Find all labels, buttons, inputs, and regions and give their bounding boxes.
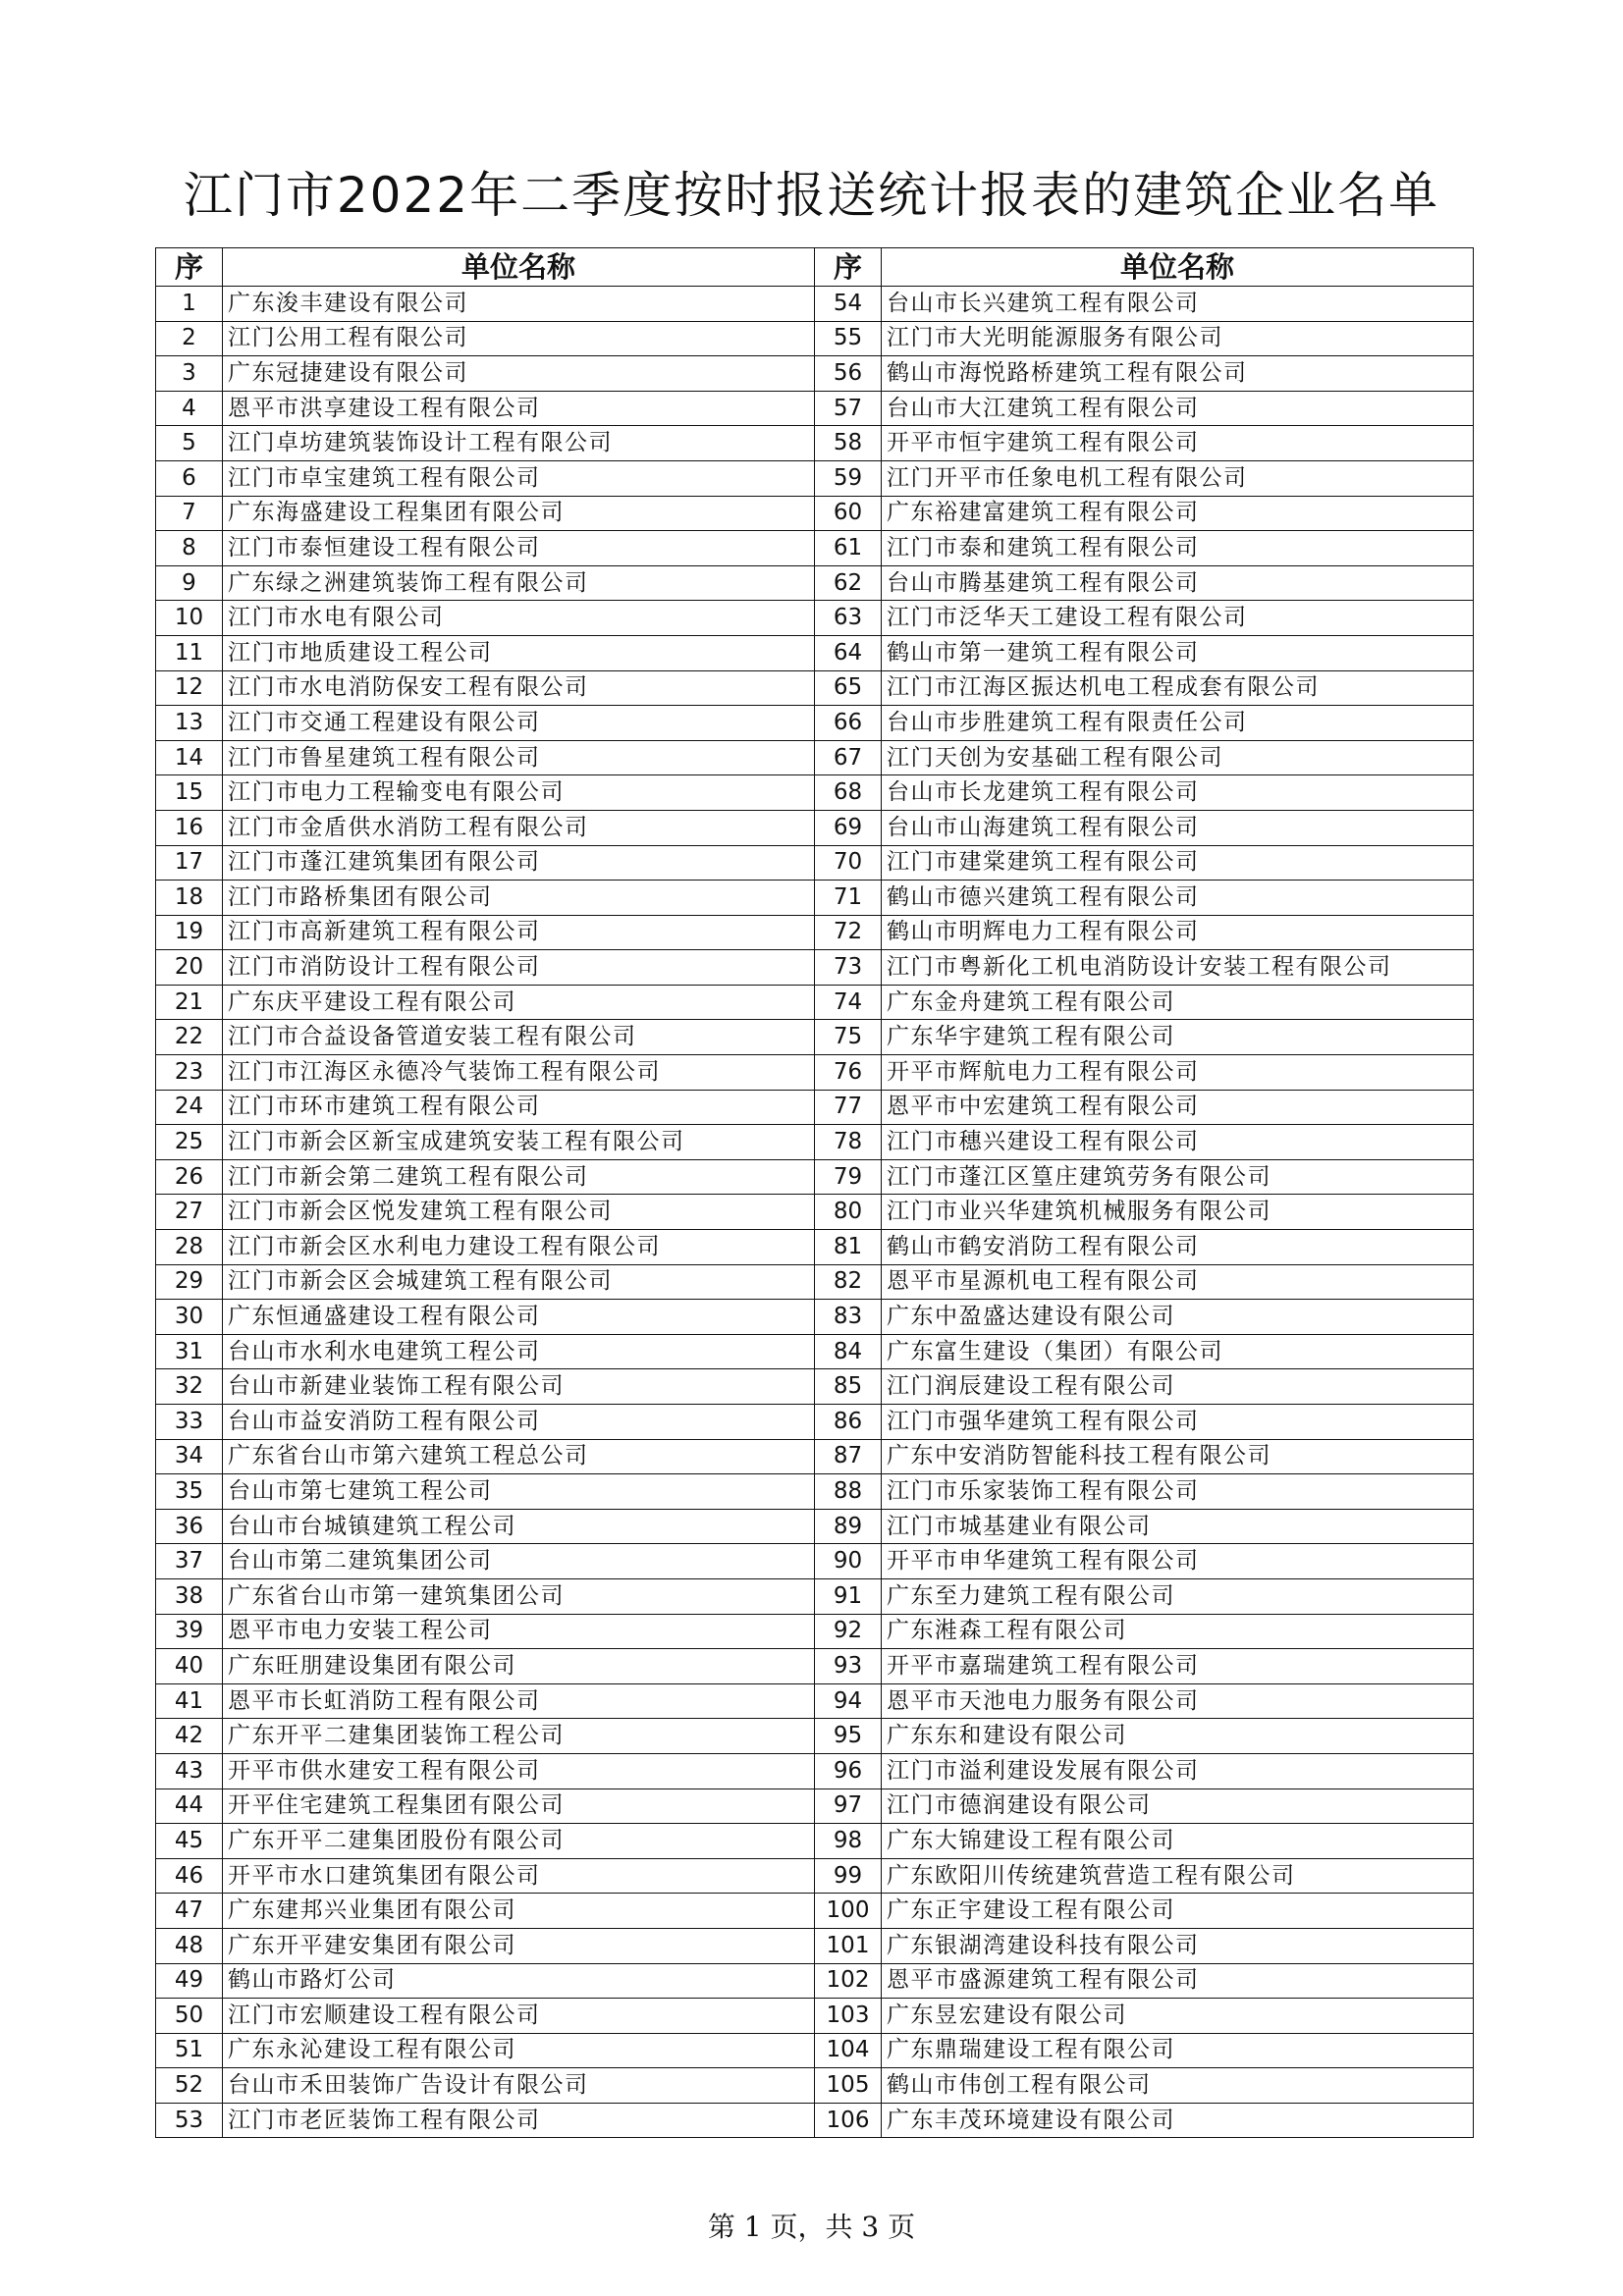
row-number-right: 101 xyxy=(815,1928,882,1963)
company-name-right: 台山市腾基建筑工程有限公司 xyxy=(882,565,1474,601)
row-number-left: 53 xyxy=(156,2103,223,2138)
company-name-left: 开平市供水建安工程有限公司 xyxy=(223,1753,815,1789)
company-name-right: 广东欧阳川传统建筑营造工程有限公司 xyxy=(882,1858,1474,1894)
company-name-left: 江门市鲁星建筑工程有限公司 xyxy=(223,740,815,775)
row-number-left: 38 xyxy=(156,1578,223,1614)
table-row xyxy=(156,2068,1474,2104)
row-number-left: 47 xyxy=(156,1894,223,1929)
table-row xyxy=(156,950,1474,986)
row-number-right: 62 xyxy=(815,565,882,601)
company-name-right: 广东中盈盛达建设有限公司 xyxy=(882,1300,1474,1335)
row-number-right: 87 xyxy=(815,1439,882,1474)
company-name-left: 台山市益安消防工程有限公司 xyxy=(223,1405,815,1440)
company-name-left: 江门市新会区水利电力建设工程有限公司 xyxy=(223,1230,815,1265)
row-number-left: 39 xyxy=(156,1614,223,1649)
row-number-right: 60 xyxy=(815,496,882,531)
table-row xyxy=(156,496,1474,531)
row-number-right: 73 xyxy=(815,950,882,986)
row-number-left: 5 xyxy=(156,426,223,461)
row-number-left: 13 xyxy=(156,706,223,741)
row-number-left: 50 xyxy=(156,1999,223,2034)
table-row xyxy=(156,635,1474,670)
row-number-left: 51 xyxy=(156,2033,223,2068)
table-row xyxy=(156,1405,1474,1440)
company-name-left: 江门市江海区永德冷气装饰工程有限公司 xyxy=(223,1055,815,1091)
row-number-right: 65 xyxy=(815,670,882,706)
header-name-right: 单位名称 xyxy=(882,248,1474,287)
row-number-right: 56 xyxy=(815,356,882,392)
company-name-left: 台山市水利水电建筑工程公司 xyxy=(223,1334,815,1369)
company-name-right: 广东正宇建设工程有限公司 xyxy=(882,1894,1474,1929)
table-header-row xyxy=(156,248,1474,287)
row-number-left: 34 xyxy=(156,1439,223,1474)
row-number-left: 18 xyxy=(156,881,223,916)
row-number-left: 15 xyxy=(156,775,223,811)
row-number-right: 66 xyxy=(815,706,882,741)
company-name-left: 江门市新会第二建筑工程有限公司 xyxy=(223,1159,815,1195)
table-row xyxy=(156,1753,1474,1789)
table-row xyxy=(156,1020,1474,1055)
row-number-left: 25 xyxy=(156,1125,223,1160)
row-number-right: 105 xyxy=(815,2068,882,2104)
company-name-right: 开平市申华建筑工程有限公司 xyxy=(882,1544,1474,1579)
row-number-right: 106 xyxy=(815,2103,882,2138)
table-row xyxy=(156,810,1474,845)
row-number-right: 103 xyxy=(815,1999,882,2034)
company-name-right: 广东裕建富建筑工程有限公司 xyxy=(882,496,1474,531)
row-number-right: 99 xyxy=(815,1858,882,1894)
row-number-left: 28 xyxy=(156,1230,223,1265)
company-name-right: 广东华宇建筑工程有限公司 xyxy=(882,1020,1474,1055)
row-number-left: 22 xyxy=(156,1020,223,1055)
company-name-right: 广东昱宏建设有限公司 xyxy=(882,1999,1474,2034)
company-name-left: 广东恒通盛建设工程有限公司 xyxy=(223,1300,815,1335)
row-number-left: 41 xyxy=(156,1683,223,1719)
row-number-left: 44 xyxy=(156,1789,223,1824)
row-number-left: 14 xyxy=(156,740,223,775)
table-row xyxy=(156,1963,1474,1999)
company-name-right: 鹤山市第一建筑工程有限公司 xyxy=(882,635,1474,670)
company-name-left: 江门市新会区会城建筑工程有限公司 xyxy=(223,1264,815,1300)
company-name-right: 江门市乐家装饰工程有限公司 xyxy=(882,1474,1474,1510)
header-seq-left: 序 xyxy=(156,248,223,287)
row-number-right: 71 xyxy=(815,881,882,916)
company-name-right: 鹤山市德兴建筑工程有限公司 xyxy=(882,881,1474,916)
company-name-right: 恩平市盛源建筑工程有限公司 xyxy=(882,1963,1474,1999)
table-row xyxy=(156,426,1474,461)
company-name-left: 江门市水电消防保安工程有限公司 xyxy=(223,670,815,706)
table-row xyxy=(156,1649,1474,1684)
table-row xyxy=(156,1300,1474,1335)
company-name-left: 广东绿之洲建筑装饰工程有限公司 xyxy=(223,565,815,601)
company-name-left: 广东永沁建设工程有限公司 xyxy=(223,2033,815,2068)
company-name-left: 广东开平二建集团股份有限公司 xyxy=(223,1824,815,1859)
row-number-right: 91 xyxy=(815,1578,882,1614)
row-number-right: 102 xyxy=(815,1963,882,1999)
row-number-left: 11 xyxy=(156,635,223,670)
row-number-right: 68 xyxy=(815,775,882,811)
company-name-left: 江门市路桥集团有限公司 xyxy=(223,881,815,916)
company-name-right: 江门市城基建业有限公司 xyxy=(882,1509,1474,1544)
table-row xyxy=(156,1439,1474,1474)
row-number-left: 46 xyxy=(156,1858,223,1894)
company-name-left: 江门市宏顺建设工程有限公司 xyxy=(223,1999,815,2034)
company-name-left: 广东冠捷建设有限公司 xyxy=(223,356,815,392)
table-row xyxy=(156,1928,1474,1963)
row-number-right: 88 xyxy=(815,1474,882,1510)
company-name-left: 广东庆平建设工程有限公司 xyxy=(223,985,815,1020)
company-name-left: 江门市老匠装饰工程有限公司 xyxy=(223,2103,815,2138)
table-row xyxy=(156,531,1474,566)
company-name-left: 台山市禾田装饰广告设计有限公司 xyxy=(223,2068,815,2104)
row-number-right: 96 xyxy=(815,1753,882,1789)
company-name-right: 广东鼎瑞建设工程有限公司 xyxy=(882,2033,1474,2068)
document-title: 江门市2022年二季度按时报送统计报表的建筑企业名单 xyxy=(183,167,1440,224)
row-number-left: 7 xyxy=(156,496,223,531)
company-name-right: 台山市山海建筑工程有限公司 xyxy=(882,810,1474,845)
row-number-right: 59 xyxy=(815,460,882,496)
row-number-left: 23 xyxy=(156,1055,223,1091)
company-name-right: 江门开平市任象电机工程有限公司 xyxy=(882,460,1474,496)
row-number-left: 19 xyxy=(156,915,223,950)
company-name-left: 江门市交通工程建设有限公司 xyxy=(223,706,815,741)
company-name-left: 广东省台山市第一建筑集团公司 xyxy=(223,1578,815,1614)
row-number-right: 95 xyxy=(815,1719,882,1754)
header-name-left: 单位名称 xyxy=(223,248,815,287)
row-number-right: 89 xyxy=(815,1509,882,1544)
company-name-right: 江门市建棠建筑工程有限公司 xyxy=(882,845,1474,881)
row-number-right: 63 xyxy=(815,601,882,636)
row-number-right: 85 xyxy=(815,1369,882,1405)
company-name-right: 江门市粤新化工机电消防设计安装工程有限公司 xyxy=(882,950,1474,986)
table-row xyxy=(156,460,1474,496)
company-name-left: 广东旺朋建设集团有限公司 xyxy=(223,1649,815,1684)
company-name-right: 台山市长兴建筑工程有限公司 xyxy=(882,287,1474,322)
row-number-left: 8 xyxy=(156,531,223,566)
row-number-left: 31 xyxy=(156,1334,223,1369)
table-row xyxy=(156,1544,1474,1579)
row-number-right: 79 xyxy=(815,1159,882,1195)
company-name-left: 江门市环市建筑工程有限公司 xyxy=(223,1090,815,1125)
company-name-right: 江门市业兴华建筑机械服务有限公司 xyxy=(882,1195,1474,1230)
company-name-left: 江门公用工程有限公司 xyxy=(223,321,815,356)
company-name-left: 江门市电力工程输变电有限公司 xyxy=(223,775,815,811)
row-number-right: 76 xyxy=(815,1055,882,1091)
company-name-right: 台山市大江建筑工程有限公司 xyxy=(882,391,1474,426)
company-name-right: 台山市步胜建筑工程有限责任公司 xyxy=(882,706,1474,741)
company-name-right: 广东丰茂环境建设有限公司 xyxy=(882,2103,1474,2138)
company-name-right: 开平市恒宇建筑工程有限公司 xyxy=(882,426,1474,461)
row-number-left: 48 xyxy=(156,1928,223,1963)
table-row xyxy=(156,1230,1474,1265)
table-row xyxy=(156,601,1474,636)
company-name-left: 江门市新会区悦发建筑工程有限公司 xyxy=(223,1195,815,1230)
table-row xyxy=(156,1264,1474,1300)
row-number-left: 12 xyxy=(156,670,223,706)
company-name-right: 江门市泰和建筑工程有限公司 xyxy=(882,531,1474,566)
row-number-left: 3 xyxy=(156,356,223,392)
company-name-right: 江门润辰建设工程有限公司 xyxy=(882,1369,1474,1405)
row-number-left: 33 xyxy=(156,1405,223,1440)
row-number-left: 30 xyxy=(156,1300,223,1335)
company-name-right: 广东金舟建筑工程有限公司 xyxy=(882,985,1474,1020)
table-row xyxy=(156,1159,1474,1195)
row-number-left: 36 xyxy=(156,1509,223,1544)
table-row xyxy=(156,1055,1474,1091)
company-name-right: 江门市蓬江区篁庄建筑劳务有限公司 xyxy=(882,1159,1474,1195)
company-name-right: 开平市嘉瑞建筑工程有限公司 xyxy=(882,1649,1474,1684)
company-name-right: 恩平市天池电力服务有限公司 xyxy=(882,1683,1474,1719)
row-number-right: 94 xyxy=(815,1683,882,1719)
company-name-left: 开平住宅建筑工程集团有限公司 xyxy=(223,1789,815,1824)
row-number-left: 1 xyxy=(156,287,223,322)
company-name-right: 江门天创为安基础工程有限公司 xyxy=(882,740,1474,775)
table-row xyxy=(156,1789,1474,1824)
company-name-left: 台山市台城镇建筑工程公司 xyxy=(223,1509,815,1544)
table-row xyxy=(156,2103,1474,2138)
row-number-right: 100 xyxy=(815,1894,882,1929)
company-name-left: 江门市高新建筑工程有限公司 xyxy=(223,915,815,950)
row-number-right: 81 xyxy=(815,1230,882,1265)
table-row xyxy=(156,1894,1474,1929)
row-number-left: 49 xyxy=(156,1963,223,1999)
table-row xyxy=(156,1858,1474,1894)
company-name-right: 鹤山市海悦路桥建筑工程有限公司 xyxy=(882,356,1474,392)
row-number-left: 27 xyxy=(156,1195,223,1230)
row-number-left: 9 xyxy=(156,565,223,601)
table-row xyxy=(156,775,1474,811)
table-row xyxy=(156,565,1474,601)
company-name-left: 江门市泰恒建设工程有限公司 xyxy=(223,531,815,566)
row-number-left: 2 xyxy=(156,321,223,356)
table-row xyxy=(156,391,1474,426)
table-row xyxy=(156,1683,1474,1719)
table-row xyxy=(156,915,1474,950)
company-name-left: 台山市第二建筑集团公司 xyxy=(223,1544,815,1579)
company-name-left: 鹤山市路灯公司 xyxy=(223,1963,815,1999)
company-name-left: 恩平市长虹消防工程有限公司 xyxy=(223,1683,815,1719)
table-row xyxy=(156,740,1474,775)
company-name-right: 江门市江海区振达机电工程成套有限公司 xyxy=(882,670,1474,706)
company-name-left: 台山市新建业装饰工程有限公司 xyxy=(223,1369,815,1405)
company-name-right: 江门市德润建设有限公司 xyxy=(882,1789,1474,1824)
company-name-right: 鹤山市伟创工程有限公司 xyxy=(882,2068,1474,2104)
row-number-right: 70 xyxy=(815,845,882,881)
row-number-right: 82 xyxy=(815,1264,882,1300)
row-number-right: 67 xyxy=(815,740,882,775)
row-number-right: 61 xyxy=(815,531,882,566)
company-name-right: 恩平市星源机电工程有限公司 xyxy=(882,1264,1474,1300)
page-footer: 第 1 页，共 3 页 xyxy=(707,2211,916,2243)
company-name-left: 广东建邦兴业集团有限公司 xyxy=(223,1894,815,1929)
company-name-left: 恩平市电力安装工程公司 xyxy=(223,1614,815,1649)
company-name-right: 江门市溢利建设发展有限公司 xyxy=(882,1753,1474,1789)
row-number-right: 98 xyxy=(815,1824,882,1859)
row-number-left: 43 xyxy=(156,1753,223,1789)
row-number-left: 6 xyxy=(156,460,223,496)
table-row xyxy=(156,1334,1474,1369)
company-name-left: 江门市蓬江建筑集团有限公司 xyxy=(223,845,815,881)
table-row xyxy=(156,985,1474,1020)
table-row xyxy=(156,881,1474,916)
company-name-right: 广东溎森工程有限公司 xyxy=(882,1614,1474,1649)
table-row xyxy=(156,1824,1474,1859)
header-seq-right: 序 xyxy=(815,248,882,287)
row-number-right: 54 xyxy=(815,287,882,322)
row-number-right: 92 xyxy=(815,1614,882,1649)
company-list-table xyxy=(155,247,1474,2138)
table-row xyxy=(156,2033,1474,2068)
row-number-left: 4 xyxy=(156,391,223,426)
row-number-left: 37 xyxy=(156,1544,223,1579)
company-name-right: 台山市长龙建筑工程有限公司 xyxy=(882,775,1474,811)
table-row xyxy=(156,1509,1474,1544)
table-row xyxy=(156,1090,1474,1125)
row-number-left: 21 xyxy=(156,985,223,1020)
row-number-right: 77 xyxy=(815,1090,882,1125)
company-name-left: 广东海盛建设工程集团有限公司 xyxy=(223,496,815,531)
table-row xyxy=(156,1999,1474,2034)
row-number-right: 74 xyxy=(815,985,882,1020)
company-name-right: 开平市辉航电力工程有限公司 xyxy=(882,1055,1474,1091)
company-name-right: 广东至力建筑工程有限公司 xyxy=(882,1578,1474,1614)
row-number-right: 69 xyxy=(815,810,882,845)
company-name-left: 广东浚丰建设有限公司 xyxy=(223,287,815,322)
row-number-right: 84 xyxy=(815,1334,882,1369)
row-number-right: 78 xyxy=(815,1125,882,1160)
row-number-right: 72 xyxy=(815,915,882,950)
row-number-left: 40 xyxy=(156,1649,223,1684)
table-row xyxy=(156,670,1474,706)
table-row xyxy=(156,321,1474,356)
table-row xyxy=(156,706,1474,741)
row-number-left: 29 xyxy=(156,1264,223,1300)
company-name-left: 江门市合益设备管道安装工程有限公司 xyxy=(223,1020,815,1055)
table-row xyxy=(156,1125,1474,1160)
row-number-right: 75 xyxy=(815,1020,882,1055)
row-number-right: 93 xyxy=(815,1649,882,1684)
table-row xyxy=(156,1614,1474,1649)
row-number-left: 45 xyxy=(156,1824,223,1859)
company-name-right: 恩平市中宏建筑工程有限公司 xyxy=(882,1090,1474,1125)
row-number-left: 32 xyxy=(156,1369,223,1405)
row-number-right: 104 xyxy=(815,2033,882,2068)
company-name-left: 江门市新会区新宝成建筑安装工程有限公司 xyxy=(223,1125,815,1160)
row-number-left: 17 xyxy=(156,845,223,881)
table-row xyxy=(156,1369,1474,1405)
company-name-right: 江门市泛华天工建设工程有限公司 xyxy=(882,601,1474,636)
row-number-right: 57 xyxy=(815,391,882,426)
row-number-right: 90 xyxy=(815,1544,882,1579)
table-row xyxy=(156,845,1474,881)
company-name-right: 广东富生建设（集团）有限公司 xyxy=(882,1334,1474,1369)
company-name-left: 江门市金盾供水消防工程有限公司 xyxy=(223,810,815,845)
company-name-right: 江门市大光明能源服务有限公司 xyxy=(882,321,1474,356)
company-name-right: 鹤山市明辉电力工程有限公司 xyxy=(882,915,1474,950)
company-name-right: 鹤山市鹤安消防工程有限公司 xyxy=(882,1230,1474,1265)
company-name-left: 江门市水电有限公司 xyxy=(223,601,815,636)
company-name-left: 广东开平二建集团装饰工程公司 xyxy=(223,1719,815,1754)
row-number-right: 64 xyxy=(815,635,882,670)
row-number-right: 58 xyxy=(815,426,882,461)
row-number-right: 80 xyxy=(815,1195,882,1230)
row-number-left: 16 xyxy=(156,810,223,845)
row-number-left: 35 xyxy=(156,1474,223,1510)
row-number-left: 42 xyxy=(156,1719,223,1754)
row-number-right: 83 xyxy=(815,1300,882,1335)
row-number-left: 52 xyxy=(156,2068,223,2104)
company-name-left: 台山市第七建筑工程公司 xyxy=(223,1474,815,1510)
table-row xyxy=(156,1578,1474,1614)
table-body xyxy=(156,287,1474,2138)
company-name-right: 江门市穗兴建设工程有限公司 xyxy=(882,1125,1474,1160)
table-row xyxy=(156,287,1474,322)
company-name-right: 江门市强华建筑工程有限公司 xyxy=(882,1405,1474,1440)
table-row xyxy=(156,1719,1474,1754)
company-name-left: 江门市消防设计工程有限公司 xyxy=(223,950,815,986)
company-name-left: 江门市地质建设工程公司 xyxy=(223,635,815,670)
table-row xyxy=(156,1474,1474,1510)
company-name-right: 广东大锦建设工程有限公司 xyxy=(882,1824,1474,1859)
row-number-left: 20 xyxy=(156,950,223,986)
company-name-right: 广东中安消防智能科技工程有限公司 xyxy=(882,1439,1474,1474)
row-number-right: 86 xyxy=(815,1405,882,1440)
company-name-left: 开平市水口建筑集团有限公司 xyxy=(223,1858,815,1894)
table-row xyxy=(156,1195,1474,1230)
company-name-left: 广东开平建安集团有限公司 xyxy=(223,1928,815,1963)
row-number-left: 24 xyxy=(156,1090,223,1125)
table-row xyxy=(156,356,1474,392)
company-name-right: 广东银湖湾建设科技有限公司 xyxy=(882,1928,1474,1963)
row-number-right: 55 xyxy=(815,321,882,356)
row-number-left: 26 xyxy=(156,1159,223,1195)
company-name-left: 广东省台山市第六建筑工程总公司 xyxy=(223,1439,815,1474)
row-number-left: 10 xyxy=(156,601,223,636)
company-name-left: 江门市卓宝建筑工程有限公司 xyxy=(223,460,815,496)
row-number-right: 97 xyxy=(815,1789,882,1824)
company-name-right: 广东东和建设有限公司 xyxy=(882,1719,1474,1754)
company-name-left: 恩平市洪享建设工程有限公司 xyxy=(223,391,815,426)
company-name-left: 江门卓坊建筑装饰设计工程有限公司 xyxy=(223,426,815,461)
